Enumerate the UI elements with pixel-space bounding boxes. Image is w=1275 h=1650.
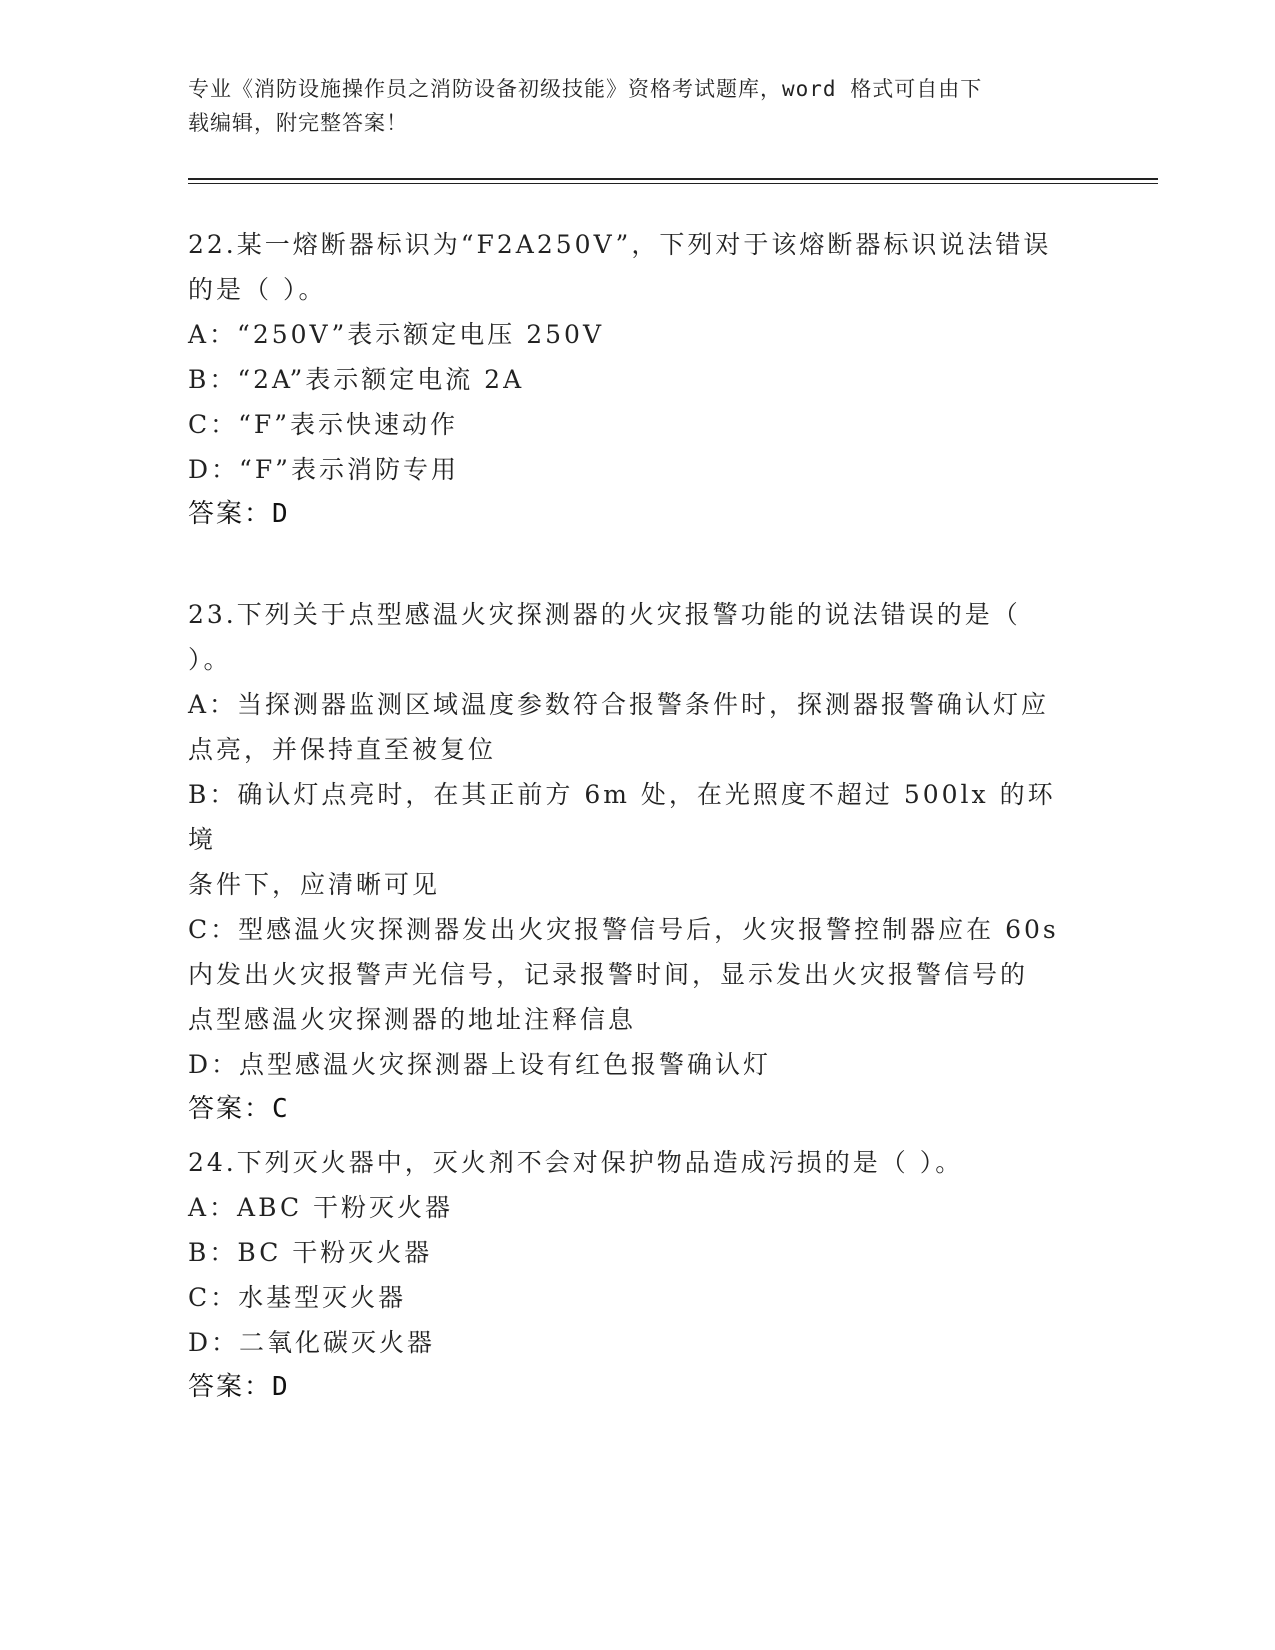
option-line: B：确认灯点亮时，在其正前方 6m 处，在光照度不超过 500lx 的环境 <box>188 780 1056 854</box>
option-line: 点亮，并保持直至被复位 <box>188 735 497 764</box>
option-a <box>188 682 1078 772</box>
option-line: 内发出火灾报警声光信号，记录报警时间，显示发出火灾报警信号的 <box>188 960 1029 989</box>
option-d: D：点型感温火灾探测器上设有红色报警确认灯 <box>188 1050 772 1079</box>
option-line: A：当探测器监测区域温度参数符合报警条件时，探测器报警确认灯应 <box>188 690 1050 719</box>
option-line: 条件下，应清晰可见 <box>188 870 441 899</box>
answer: 答案：D <box>188 1372 290 1402</box>
stem-line: 22.某一熔断器标识为“F2A250V”，下列对于该熔断器标识说法错误 <box>188 230 1052 259</box>
stem-line: 23.下列关于点型感温火灾探测器的火灾报警功能的说法错误的是（ <box>188 600 1021 629</box>
header-line-1: 专业《消防设施操作员之消防设备初级技能》资格考试题库，word 格式可自由下 <box>188 77 983 101</box>
question-stem <box>188 222 1078 312</box>
question-23 <box>188 592 1078 1132</box>
option-a: A：“250V”表示额定电压 250V <box>188 320 605 349</box>
option-line: C：型感温火灾探测器发出火灾报警信号后，火灾报警控制器应在 60s <box>188 915 1059 944</box>
header-divider <box>188 178 1158 180</box>
stem-line: 24.下列灭火器中，灭火剂不会对保护物品造成污损的是（ ）。 <box>188 1148 964 1177</box>
question-22 <box>188 222 1078 537</box>
option-d: D：二氧化碳灭火器 <box>188 1328 436 1357</box>
question-24 <box>188 1140 1078 1410</box>
question-stem <box>188 1140 1078 1185</box>
question-stem <box>188 592 1078 682</box>
option-d: D：“F”表示消防专用 <box>188 455 459 484</box>
stem-line: 的是（ ）。 <box>188 275 327 304</box>
option-b: B：BC 干粉灭火器 <box>188 1238 433 1267</box>
answer: 答案：C <box>188 1094 290 1124</box>
option-c: C：水基型灭火器 <box>188 1283 407 1312</box>
option-b <box>188 772 1078 907</box>
answer: 答案：D <box>188 499 290 529</box>
header-divider-thin <box>188 183 1158 184</box>
document-header <box>188 72 1068 140</box>
header-line-2: 载编辑，附完整答案！ <box>188 111 408 135</box>
stem-line: ）。 <box>188 645 232 674</box>
option-line: 点型感温火灾探测器的地址注释信息 <box>188 1005 637 1034</box>
option-b: B：“2A”表示额定电流 2A <box>188 365 525 394</box>
option-a: A：ABC 干粉灭火器 <box>188 1193 454 1222</box>
option-c <box>188 907 1078 1042</box>
option-c: C：“F”表示快速动作 <box>188 410 459 439</box>
